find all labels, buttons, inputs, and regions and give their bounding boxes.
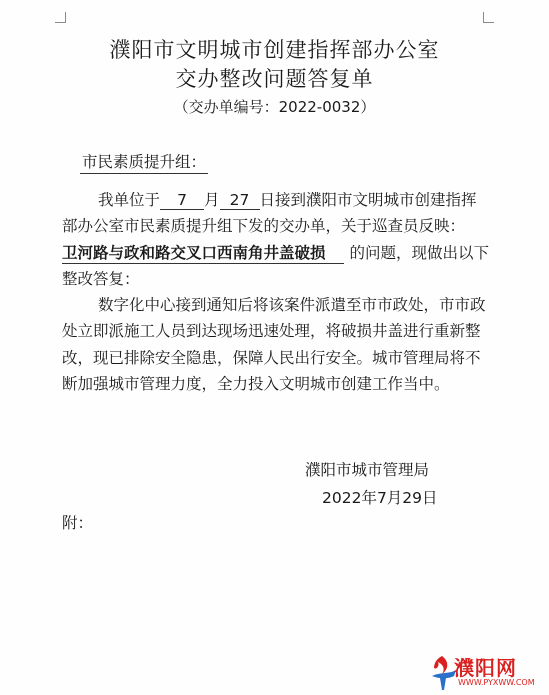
p1-suffix: 日接到濮阳市文明城市创建指挥 [259,191,477,209]
issue-suffix: 的问题，现做出以下 [349,244,490,262]
signature-org: 濮阳市城市管理局 [305,461,430,479]
document-number: （交办单编号：2022-0032） [173,98,376,116]
paragraph1-line4: 整改答复： [62,270,140,288]
watermark-logo-text: 濮阳网 [454,656,517,680]
month-unit: 月 [204,191,220,209]
paragraph1-line2: 部办公室市民素质提升组下发的交办单，关于巡查员反映： [62,217,466,235]
page-corner-mark-left [55,12,66,23]
day-blank: 27 [220,192,260,210]
paragraph2-line4: 断加强城市管理力度，全力投入文明城市创建工作当中。 [62,375,450,393]
title-line-1: 濮阳市文明城市创建指挥部办公室 [109,38,440,62]
issue-text: 卫河路与政和路交叉口西南角井盖破损 [62,241,344,264]
paragraph2-line1: 数字化中心接到通知后将该案件派遣至市市政处，市市政 [98,296,486,314]
recipient [80,150,208,174]
watermark-url: WWW.PYXWW.COM [458,678,535,687]
signature-date: 2022年7月29日 [322,489,438,507]
paragraph2-line2: 处立即派施工人员到达现场迅速处理，将破损井盖进行重新整 [62,322,481,340]
watermark [428,652,546,692]
title-line-2: 交办整改问题答复单 [175,67,374,91]
paragraph1-line3 [62,241,489,264]
page-corner-mark-right [483,12,494,23]
recipient-text: 市民素质提升组： [80,150,208,174]
paragraph2-line3: 改，现已排除安全隐患，保障人民出行安全。城市管理局将不 [62,349,481,367]
p1-prefix: 我单位于 [98,191,161,209]
paragraph1-line1 [98,188,477,210]
month-blank: 7 [160,192,204,210]
attachment-label: 附： [62,514,94,532]
